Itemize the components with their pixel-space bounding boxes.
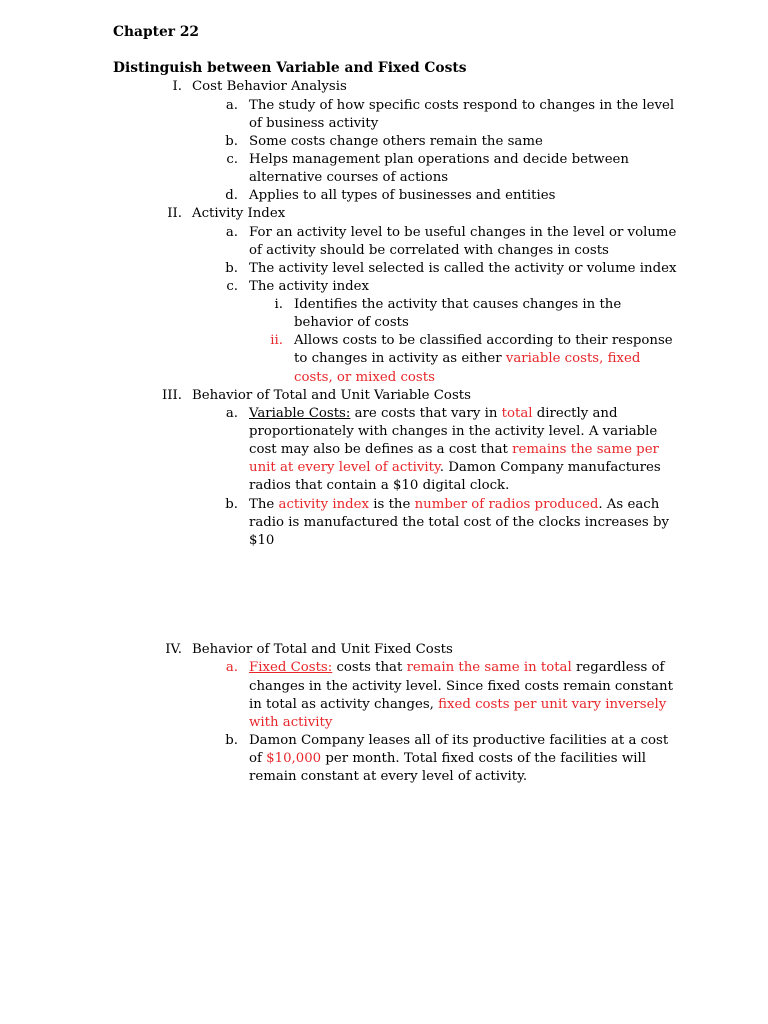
- list-item-text: radios that contain a $10 digital clock.: [249, 478, 510, 493]
- list-item-text: Some costs change others remain the same: [249, 134, 543, 149]
- list-marker: b.: [225, 733, 238, 748]
- list-item-text: The activity level selected is called the activity or volume index: [249, 261, 677, 276]
- highlighted-text: costs, or mixed costs: [294, 370, 435, 385]
- list-item-text: The study of how specific costs respond to changes in the level: [249, 98, 675, 113]
- text-run: . As each: [598, 497, 660, 512]
- list-marker: a.: [225, 660, 238, 675]
- list-marker: a.: [225, 225, 238, 240]
- list-item-text: [249, 659, 664, 677]
- chapter-title: Chapter 22: [113, 24, 200, 40]
- text-run: The: [249, 497, 279, 512]
- text-run: . Damon Company manufactures: [439, 460, 661, 475]
- list-marker: b.: [225, 134, 238, 149]
- list-item-text: remain constant at every level of activity.: [249, 769, 528, 784]
- highlighted-text: number of radios produced: [414, 497, 599, 512]
- list-marker: b.: [225, 261, 238, 276]
- section-3-number: III.: [162, 388, 182, 403]
- list-item-text: [249, 496, 659, 514]
- text-run: in total as activity changes,: [249, 697, 439, 712]
- highlighted-text: unit at every level of activity: [249, 460, 440, 475]
- list-item-text: of business activity: [249, 116, 379, 131]
- sublist-item-text: [294, 350, 640, 368]
- list-item-text: alternative courses of actions: [249, 170, 449, 185]
- text-run: of: [249, 751, 267, 766]
- list-marker: a.: [225, 406, 238, 421]
- highlighted-text: remains the same per: [512, 442, 659, 457]
- term-label: Variable Costs:: [249, 406, 351, 421]
- list-item-text: Helps management plan operations and decide between: [249, 152, 629, 167]
- section-2-title: Activity Index: [192, 206, 286, 221]
- highlighted-text: fixed costs per unit vary inversely: [438, 697, 667, 712]
- list-item-text: [249, 405, 618, 423]
- section-3-title: Behavior of Total and Unit Variable Costs: [192, 388, 471, 403]
- sublist-marker: i.: [274, 297, 283, 312]
- list-item-text: [249, 750, 646, 768]
- page-heading: Distinguish between Variable and Fixed Costs: [113, 60, 467, 76]
- text-run: directly and: [532, 406, 618, 421]
- text-run: to changes in activity as either: [294, 351, 506, 366]
- section-2-number: II.: [167, 206, 182, 221]
- text-run: regardless of: [571, 660, 665, 675]
- section-1-title: Cost Behavior Analysis: [192, 79, 347, 94]
- sublist-marker: ii.: [270, 333, 283, 348]
- list-item-text: The activity index: [249, 279, 370, 294]
- highlighted-text: remain the same in total: [406, 660, 572, 675]
- section-1-number: I.: [172, 79, 182, 94]
- list-item-text: [249, 459, 661, 477]
- sublist-item-text: behavior of costs: [294, 315, 409, 330]
- list-marker: c.: [226, 152, 238, 167]
- term-label: Fixed Costs:: [249, 660, 333, 675]
- highlighted-text: $10,000: [266, 751, 322, 766]
- list-item-text: For an activity level to be useful changes in the level or volume: [249, 225, 677, 240]
- list-marker: b.: [225, 497, 238, 512]
- highlighted-text: total: [501, 406, 533, 421]
- list-marker: c.: [226, 279, 238, 294]
- list-item-text: radio is manufactured the total cost of the clocks increases by: [249, 515, 669, 530]
- text-run: cost may also be defines as a cost that: [249, 442, 513, 457]
- list-item-text: proportionately with changes in the activity level. A variable: [249, 424, 658, 439]
- list-item-text: [249, 441, 659, 459]
- list-item-text: [249, 696, 666, 714]
- sublist-item-text: Identifies the activity that causes changes in the: [294, 297, 622, 312]
- sublist-item-text: Allows costs to be classified according to their response: [294, 333, 673, 348]
- section-4-number: IV.: [165, 642, 182, 657]
- text-run: are costs that vary in: [350, 406, 502, 421]
- text-run: costs that: [332, 660, 407, 675]
- list-item-text: changes in the activity level. Since fixed costs remain constant: [249, 679, 673, 694]
- list-marker: a.: [225, 98, 238, 113]
- list-item-text: Damon Company leases all of its productive facilities at a cost: [249, 733, 669, 748]
- highlighted-text: activity index: [278, 497, 370, 512]
- highlighted-text: with activity: [249, 715, 333, 730]
- highlighted-text: variable costs, fixed: [505, 351, 641, 366]
- section-4-title: Behavior of Total and Unit Fixed Costs: [192, 642, 453, 657]
- list-item-text: of activity should be correlated with changes in costs: [249, 243, 609, 258]
- list-item-text: Applies to all types of businesses and entities: [249, 188, 556, 203]
- list-item-text: $10: [249, 533, 275, 548]
- text-run: is the: [369, 497, 415, 512]
- list-marker: d.: [225, 188, 238, 203]
- text-run: per month. Total fixed costs of the facilities will: [321, 751, 646, 766]
